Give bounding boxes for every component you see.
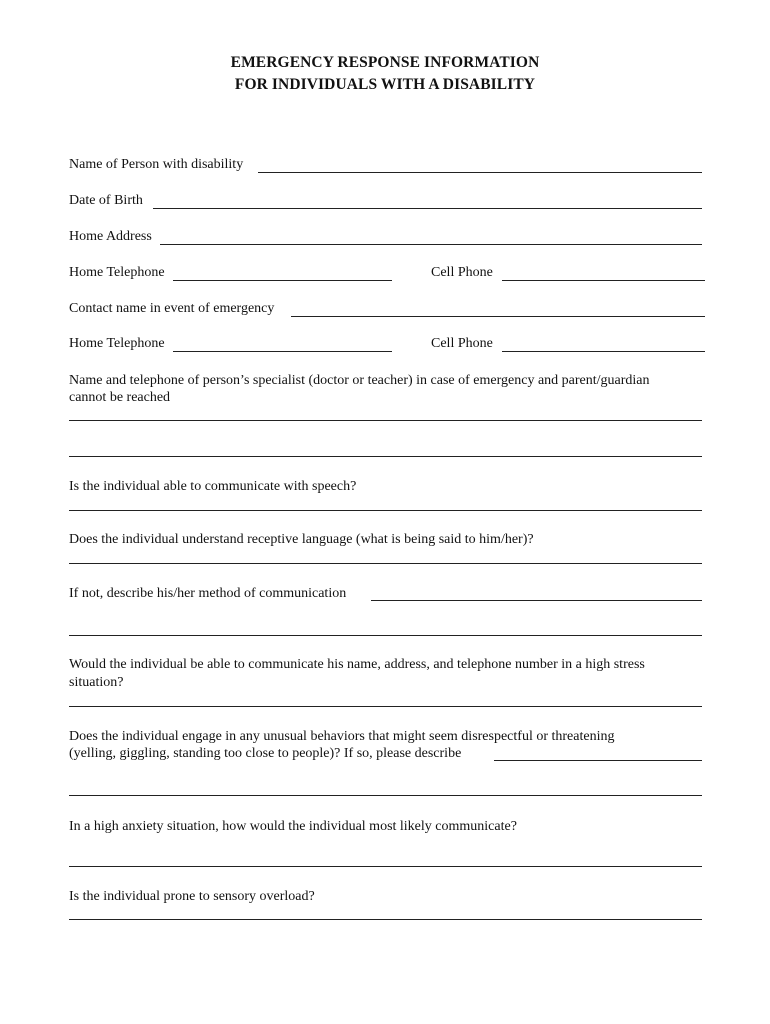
anxiety-question: In a high anxiety situation, how would the individual most likely communicate? — [69, 819, 517, 834]
speech-question: Is the individual able to communicate with speech? — [69, 479, 357, 494]
emergency-home-telephone-field[interactable] — [173, 351, 392, 352]
stress-question-line-2: situation? — [69, 675, 124, 690]
stress-question-line-1: Would the individual be able to communicate his name, address, and telephone number in a high stress — [69, 657, 645, 672]
dob-label: Date of Birth — [69, 193, 143, 208]
receptive-question: Does the individual understand receptive language (what is being said to him/her)? — [69, 532, 534, 547]
specialist-answer-line-1[interactable] — [69, 420, 702, 421]
method-question: If not, describe his/her method of communication — [69, 586, 347, 601]
form-title-line-1: EMERGENCY RESPONSE INFORMATION — [230, 54, 540, 71]
behaviors-question-line-2: (yelling, giggling, standing too close to people)? If so, please describe — [69, 746, 462, 761]
name-field[interactable] — [258, 172, 702, 173]
home-telephone-field[interactable] — [173, 280, 392, 281]
method-answer-inline[interactable] — [371, 600, 702, 601]
behaviors-answer-inline[interactable] — [494, 760, 702, 761]
behaviors-answer-line[interactable] — [69, 795, 702, 796]
sensory-question: Is the individual prone to sensory overload? — [69, 889, 315, 904]
specialist-question-line-1: Name and telephone of person’s specialist (doctor or teacher) in case of emergency and parent/guardian — [69, 373, 650, 388]
speech-answer-line[interactable] — [69, 510, 702, 511]
receptive-answer-line[interactable] — [69, 563, 702, 564]
anxiety-answer-line[interactable] — [69, 866, 702, 867]
emergency-contact-field[interactable] — [291, 316, 705, 317]
method-answer-line[interactable] — [69, 635, 702, 636]
behaviors-question-line-1: Does the individual engage in any unusual behaviors that might seem disrespectful or threatening — [69, 729, 615, 744]
form-title-line-2: FOR INDIVIDUALS WITH A DISABILITY — [234, 76, 536, 93]
cell-phone-field[interactable] — [502, 280, 705, 281]
stress-answer-line[interactable] — [69, 706, 702, 707]
sensory-answer-line[interactable] — [69, 919, 702, 920]
emergency-contact-label: Contact name in event of emergency — [69, 301, 275, 316]
specialist-answer-line-2[interactable] — [69, 456, 702, 457]
emergency-cell-phone-label: Cell Phone — [431, 336, 493, 351]
name-label: Name of Person with disability — [69, 157, 244, 172]
dob-field[interactable] — [153, 208, 702, 209]
specialist-question-line-2: cannot be reached — [69, 390, 171, 405]
cell-phone-label: Cell Phone — [431, 265, 493, 280]
emergency-home-telephone-label: Home Telephone — [69, 336, 165, 351]
address-label: Home Address — [69, 229, 152, 244]
home-telephone-label: Home Telephone — [69, 265, 165, 280]
emergency-cell-phone-field[interactable] — [502, 351, 705, 352]
address-field[interactable] — [160, 244, 702, 245]
